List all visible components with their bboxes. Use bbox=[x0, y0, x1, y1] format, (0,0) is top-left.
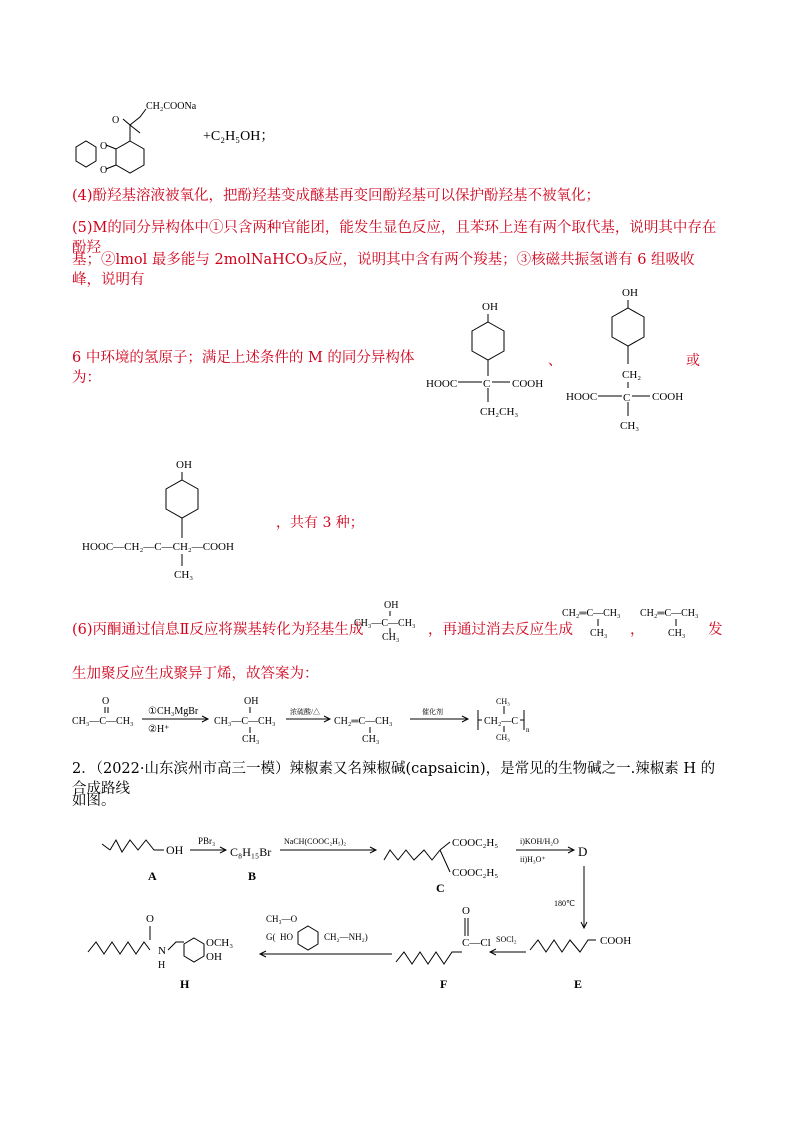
svg-text:CH₃—O: CH₃—O bbox=[266, 914, 298, 924]
svg-text:CH₃: CH₃ bbox=[496, 733, 510, 742]
svg-text:C₈H₁₅Br: C₈H₁₅Br bbox=[230, 845, 272, 859]
svg-text:OH: OH bbox=[176, 459, 192, 471]
svg-text:COOH: COOH bbox=[652, 391, 684, 403]
or-text: 或 bbox=[686, 353, 700, 369]
svg-text:OH: OH bbox=[622, 287, 638, 299]
svg-text:SOCl₂: SOCl₂ bbox=[496, 935, 517, 944]
svg-text:①CH₃MgBr: ①CH₃MgBr bbox=[148, 706, 199, 717]
svg-text:CH₂CH₃: CH₂CH₃ bbox=[480, 406, 519, 418]
answer-6-d: 发 bbox=[708, 622, 723, 638]
label-h: H bbox=[180, 977, 190, 991]
svg-text:HOOC—CH₂—C—CH₂—COOH: HOOC—CH₂—C—CH₂—COOH bbox=[82, 541, 234, 553]
svg-text:O: O bbox=[100, 165, 108, 176]
svg-text:OH: OH bbox=[384, 600, 399, 611]
svg-text:HOOC: HOOC bbox=[426, 378, 458, 390]
svg-text:CH₃—C—CH₃: CH₃—C—CH₃ bbox=[214, 716, 276, 727]
label-f: F bbox=[440, 977, 448, 991]
svg-text:②H⁺: ②H⁺ bbox=[148, 724, 170, 735]
svg-text:CH₃: CH₃ bbox=[620, 420, 640, 432]
svg-text:CH₂═C—CH₃: CH₂═C—CH₃ bbox=[562, 608, 621, 619]
svg-text:C: C bbox=[623, 392, 631, 404]
answer-6-b: ，再通过消去反应生成 bbox=[428, 622, 573, 638]
question-2-line2: 如图。 bbox=[72, 793, 116, 809]
svg-text:G(: G( bbox=[266, 932, 276, 942]
svg-text:C—Cl: C—Cl bbox=[462, 937, 491, 949]
svg-text:C: C bbox=[483, 378, 491, 390]
label-e: E bbox=[574, 977, 583, 991]
label-a: A bbox=[148, 869, 157, 883]
svg-text:CH₃: CH₃ bbox=[668, 628, 686, 639]
svg-text:CH₃: CH₃ bbox=[242, 734, 260, 745]
svg-text:HO: HO bbox=[280, 932, 293, 942]
answer-4: (4)酚羟基溶液被氧化，把酚羟基变成醚基再变回酚羟基可以保护酚羟基不被氧化； bbox=[72, 188, 601, 204]
svg-text:OH: OH bbox=[166, 843, 184, 857]
label-d: D bbox=[578, 844, 588, 859]
svg-text:CH₂═C—CH₃: CH₂═C—CH₃ bbox=[334, 716, 393, 727]
svg-text:HOOC: HOOC bbox=[566, 391, 598, 403]
svg-text:i)KOH/H₂O: i)KOH/H₂O bbox=[520, 837, 559, 846]
tert-butanol bbox=[354, 598, 430, 643]
isomer-2 bbox=[560, 282, 690, 432]
ch2coona-label: CH₂COONa bbox=[146, 101, 197, 112]
svg-text:O: O bbox=[462, 905, 470, 917]
total-count: ，共有 3 种； bbox=[276, 515, 364, 531]
synthesis-scheme bbox=[80, 830, 660, 1005]
svg-text:CH₃—C—CH₃: CH₃—C—CH₃ bbox=[354, 618, 416, 629]
isobutene-1 bbox=[562, 606, 632, 640]
carbonyl-o: O bbox=[112, 115, 120, 126]
answer-5-line1: (5)M的同分异构体中①只含两种官能团，能发生显色反应，且苯环上连有两个取代基，说明其中存在酚羟 bbox=[72, 220, 717, 256]
svg-text:OCH₃: OCH₃ bbox=[206, 937, 234, 949]
answer-6-a: (6)丙酮通过信息Ⅱ反应将羰基转化为羟基生成 bbox=[72, 622, 364, 638]
svg-text:COOH: COOH bbox=[600, 935, 632, 947]
svg-text:O: O bbox=[146, 913, 154, 925]
svg-text:ii)H₃O⁺: ii)H₃O⁺ bbox=[520, 855, 546, 864]
svg-text:CH₃: CH₃ bbox=[590, 628, 608, 639]
isomer-1 bbox=[420, 296, 550, 422]
label-b: B bbox=[248, 869, 257, 883]
answer-6-e: 生加聚反应生成聚异丁烯，故答案为： bbox=[72, 666, 319, 682]
answer-5-line2: 基；②lmol 最多能与 2molNaHCO₃反应，说明其中含有两个羧基；③核磁共振氢谱有 6 组吸收峰，说明有 bbox=[72, 252, 695, 288]
svg-text:N: N bbox=[158, 945, 166, 957]
isomer-3 bbox=[82, 454, 282, 584]
svg-text:CH₃—C—CH₃: CH₃—C—CH₃ bbox=[72, 716, 134, 727]
svg-text:COOC₂H₅: COOC₂H₅ bbox=[452, 837, 499, 849]
svg-text:OH: OH bbox=[206, 951, 222, 963]
byproduct-text: +C₂H₅OH； bbox=[203, 129, 275, 144]
svg-text:NaCH(COOC₂H₅)₂: NaCH(COOC₂H₅)₂ bbox=[284, 837, 347, 846]
svg-text:PBr₃: PBr₃ bbox=[198, 836, 216, 846]
svg-text:OH: OH bbox=[482, 301, 498, 313]
svg-text:n: n bbox=[526, 726, 530, 734]
svg-text:H: H bbox=[158, 960, 166, 971]
question-2-line1: 2．（2022·山东滨州市高三一模）辣椒素又名辣椒碱(capsaicin)，是常见的生物碱之一.辣椒素 H 的合成路线 bbox=[72, 761, 716, 797]
svg-text:催化剂: 催化剂 bbox=[422, 708, 443, 716]
svg-text:180℃: 180℃ bbox=[554, 899, 575, 908]
svg-text:CH₃: CH₃ bbox=[362, 734, 380, 745]
label-c: C bbox=[436, 881, 445, 895]
svg-text:COOC₂H₅: COOC₂H₅ bbox=[452, 867, 499, 879]
svg-text:O: O bbox=[102, 696, 110, 707]
svg-text:CH₂: CH₂ bbox=[622, 369, 642, 381]
svg-text:CH₂═C—CH₃: CH₂═C—CH₃ bbox=[640, 608, 699, 619]
isomer-separator: 、 bbox=[548, 353, 562, 369]
svg-text:CH₂—C: CH₂—C bbox=[484, 716, 519, 727]
isobutene-2 bbox=[640, 606, 710, 640]
svg-text:CH₂—NH₂): CH₂—NH₂) bbox=[324, 932, 368, 942]
svg-text:CH₃: CH₃ bbox=[174, 569, 194, 581]
svg-text:浓硫酸/△: 浓硫酸/△ bbox=[290, 708, 320, 716]
svg-text:CH₃: CH₃ bbox=[496, 697, 510, 706]
answer-5-line3: 6 中环境的氢原子；满足上述条件的 M 的同分异构体为： bbox=[72, 350, 415, 386]
svg-text:COOH: COOH bbox=[512, 378, 544, 390]
polymer-route bbox=[72, 694, 572, 746]
svg-text:O: O bbox=[100, 141, 108, 152]
top-structure bbox=[68, 95, 288, 175]
answer-6-c: ， bbox=[630, 622, 645, 638]
svg-text:OH: OH bbox=[244, 696, 259, 707]
svg-text:CH₃: CH₃ bbox=[382, 632, 400, 643]
